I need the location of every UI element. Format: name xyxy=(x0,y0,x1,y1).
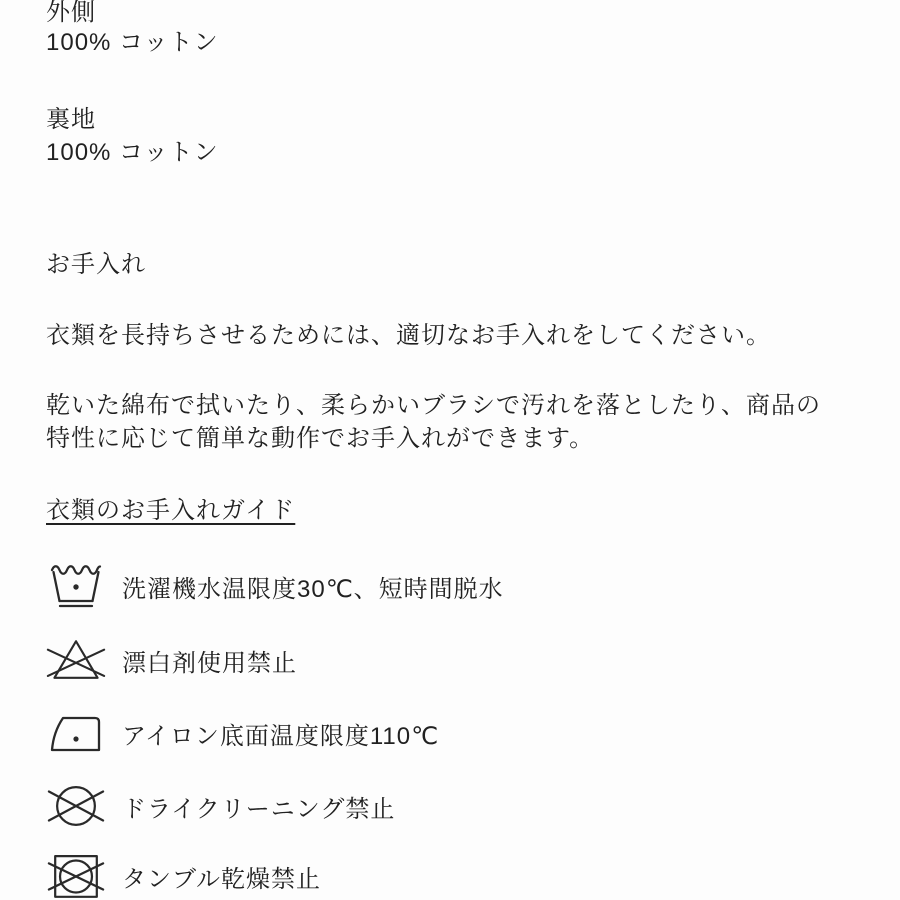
care-guide-title: 衣類のお手入れガイド xyxy=(46,497,296,524)
do-not-dry-clean-icon xyxy=(46,782,106,830)
care-description-line1: 乾いた綿布で拭いたり、柔らかいブラシで汚れを落としたり、商品の xyxy=(46,392,821,419)
care-description-line2: 特性に応じて簡単な動作でお手入れができます。 xyxy=(46,425,595,452)
care-row-iron xyxy=(46,709,439,757)
wash-30-mild-icon xyxy=(46,562,106,610)
care-row-label: アイロン底面温度限度110℃ xyxy=(122,722,440,750)
do-not-tumble-dry-icon xyxy=(46,852,106,900)
care-row-label: タンブル乾燥禁止 xyxy=(122,865,322,893)
outer-material-value: 100% コットン xyxy=(46,29,219,56)
care-row-dry-clean xyxy=(46,782,395,830)
care-row-tumble-dry xyxy=(46,852,321,900)
care-row-wash xyxy=(46,562,504,610)
care-row-bleach xyxy=(46,636,297,684)
care-row-label: ドライクリーニング禁止 xyxy=(122,795,396,823)
care-section-title: お手入れ xyxy=(46,251,146,278)
care-intro-text: 衣類を長持ちさせるためには、適切なお手入れをしてください。 xyxy=(46,322,771,349)
care-row-label: 漂白剤使用禁止 xyxy=(122,649,297,677)
iron-low-110-icon xyxy=(46,709,106,757)
do-not-bleach-icon xyxy=(46,636,106,684)
care-description-text xyxy=(46,389,821,455)
outer-material-label: 外側 xyxy=(46,0,96,26)
lining-material-value: 100% コットン xyxy=(46,139,219,166)
care-row-label: 洗濯機水温限度30℃、短時間脱水 xyxy=(122,575,504,603)
lining-material-label: 裏地 xyxy=(46,106,96,133)
